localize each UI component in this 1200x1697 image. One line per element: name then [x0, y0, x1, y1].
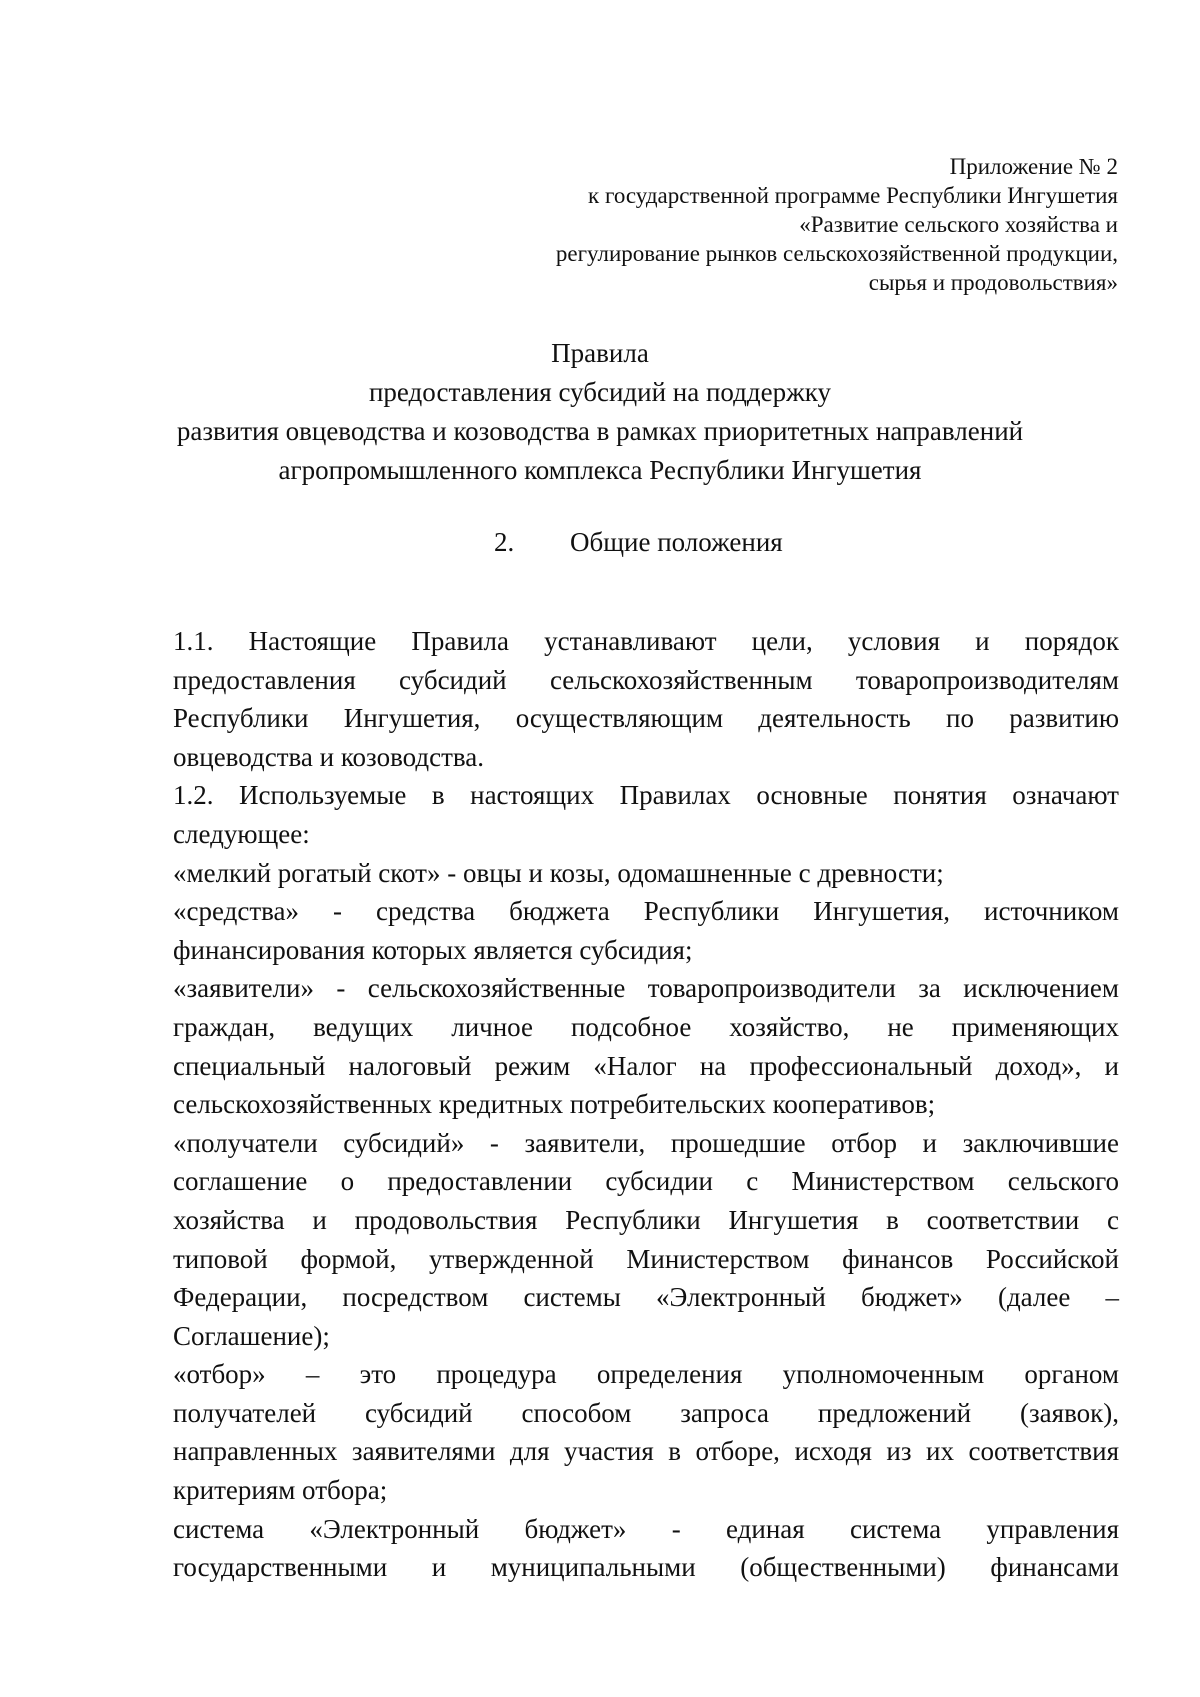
document-title	[100, 334, 1100, 490]
appendix-line: «Развитие сельского хозяйства и	[799, 212, 1118, 237]
paragraph-line: типовой формой, утвержденной Министерством финансов Российской	[173, 1243, 1119, 1274]
paragraph-line: предоставления субсидий сельскохозяйственным товаропроизводителям	[173, 664, 1119, 695]
paragraph-line: граждан, ведущих личное подсобное хозяйство, не применяющих	[173, 1011, 1119, 1042]
body-text	[173, 622, 1119, 1587]
title-line: развития овцеводства и козоводства в рамках приоритетных направлений	[176, 416, 1024, 446]
title-line: предоставления субсидий на поддержку	[368, 377, 832, 407]
appendix-line: регулирование рынков сельскохозяйственной продукции,	[555, 241, 1118, 266]
paragraph-line: следующее:	[173, 818, 310, 849]
paragraph	[173, 1355, 1119, 1509]
paragraph	[173, 892, 1119, 969]
paragraph	[173, 776, 1119, 853]
section-title: Общие положения	[570, 527, 783, 557]
paragraph-line: государственными и муниципальными (общественными) финансами	[173, 1552, 1119, 1583]
paragraph-line: сельскохозяйственных кредитных потребительских кооперативов;	[173, 1089, 936, 1120]
paragraph-line: 1.1. Настоящие Правила устанавливают цели, условия и порядок	[173, 626, 1119, 656]
paragraph	[173, 969, 1119, 1123]
paragraph	[173, 1124, 1119, 1356]
paragraph	[173, 1510, 1119, 1587]
paragraph-line: 1.2. Используемые в настоящих Правилах основные понятия означают	[173, 780, 1119, 811]
paragraph-line: финансирования которых является субсидия;	[173, 934, 693, 965]
appendix-line: сырья и продовольствия»	[868, 270, 1118, 295]
paragraph-line: хозяйства и продовольствия Республики Ингушетия в соответствии с	[173, 1204, 1119, 1235]
paragraph-line: Республики Ингушетия, осуществляющим деятельность по развитию	[173, 703, 1119, 734]
paragraph	[173, 854, 1119, 893]
paragraph-line: система «Электронный бюджет» - единая система управления	[173, 1513, 1119, 1544]
paragraph-line: «отбор» – это процедура определения уполномоченным органом	[173, 1359, 1119, 1390]
paragraph-line: соглашение о предоставлении субсидии с Министерством сельского	[173, 1166, 1119, 1197]
paragraph	[173, 622, 1119, 776]
title-line: агропромышленного комплекса Республики Ингушетия	[278, 455, 922, 485]
paragraph-line: «средства» - средства бюджета Республики Ингушетия, источником	[173, 896, 1119, 927]
paragraph-line: направленных заявителями для участия в отборе, исходя из их соответствия	[173, 1436, 1119, 1467]
paragraph-line: овцеводства и козоводства.	[173, 741, 485, 772]
paragraph-line: Федерации, посредством системы «Электронный бюджет» (далее –	[173, 1282, 1119, 1313]
paragraph-line: «мелкий рогатый скот» - овцы и козы, одомашненные с древности;	[173, 857, 944, 888]
appendix-header	[418, 152, 1118, 297]
appendix-line: к государственной программе Республики Ингушетия	[588, 183, 1118, 208]
paragraph-line: получателей субсидий способом запроса предложений (заявок),	[173, 1397, 1119, 1428]
section-number: 2.	[494, 527, 515, 557]
appendix-line: Приложение № 2	[949, 154, 1118, 179]
title-line: Правила	[551, 338, 649, 368]
paragraph-line: специальный налоговый режим «Налог на профессиональный доход», и	[173, 1050, 1119, 1081]
paragraph-line: «заявители» - сельскохозяйственные товаропроизводители за исключением	[173, 973, 1119, 1004]
paragraph-line: «получатели субсидий» - заявители, прошедшие отбор и заключившие	[173, 1127, 1119, 1158]
paragraph-line: критериям отбора;	[173, 1475, 388, 1506]
paragraph-line: Соглашение);	[173, 1320, 330, 1351]
